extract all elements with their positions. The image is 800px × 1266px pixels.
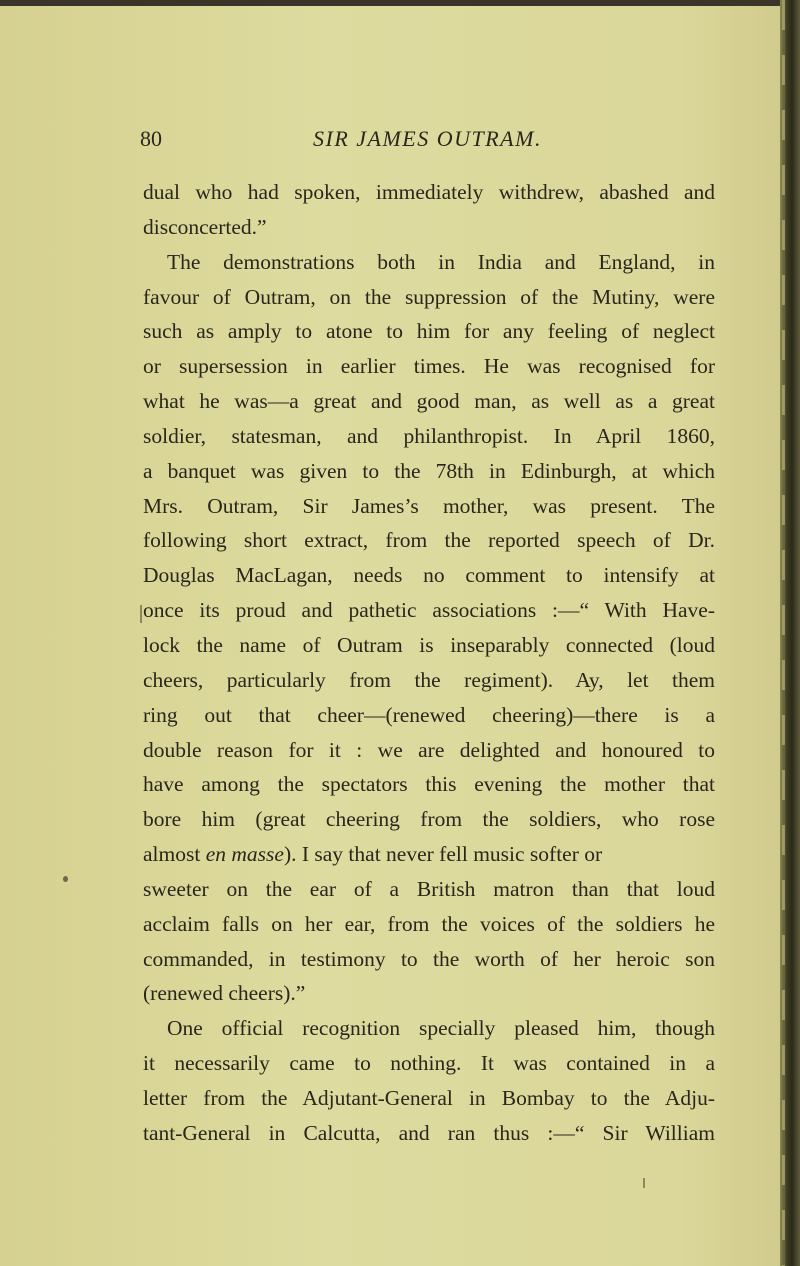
text-line: following short extract, from the reported speech of Dr.	[143, 528, 715, 553]
text-line: sweeter on the ear of a British matron than that loud	[143, 876, 715, 901]
running-header	[140, 126, 700, 156]
text-line: such as amply to atone to him for any feeling of neglect	[143, 319, 715, 344]
text-line: dual who had spoken, immediately withdrew, abashed and	[143, 180, 715, 204]
text-line: letter from the Adjutant-General in Bombay to the Adju-	[143, 1085, 715, 1110]
text-line: ring out that cheer—(renewed cheering)—there is a	[143, 702, 715, 727]
text-line: tant-General in Calcutta, and ran thus :—“ Sir William	[143, 1120, 715, 1145]
body-text	[143, 175, 715, 1151]
text-line: double reason for it : we are delighted and honoured to	[143, 737, 715, 762]
text-segment: ). I say that never fell music softer or	[283, 842, 603, 867]
text-line: Douglas MacLagan, needs no comment to intensify at	[143, 563, 715, 588]
text-line: a banquet was given to the 78th in Edinburgh, at which	[143, 458, 715, 483]
text-line: Mrs. Outram, Sir James’s mother, was present. The	[143, 493, 715, 518]
text-line: acclaim falls on her ear, from the voices of the soldiers he	[143, 911, 715, 936]
text-line: (renewed cheers).”	[143, 981, 306, 1006]
text-line: bore him (great cheering from the soldiers, who rose	[143, 807, 715, 832]
text-line: lock the name of Outram is inseparably connected (loud	[143, 632, 715, 657]
page-binding-edge	[780, 0, 800, 1266]
margin-mark	[140, 605, 142, 623]
italic-phrase: en masse	[205, 842, 284, 867]
text-line: One official recognition specially pleased him, though	[167, 1016, 715, 1041]
text-line: have among the spectators this evening the mother that	[143, 772, 715, 797]
text-line: favour of Outram, on the suppression of the Mutiny, were	[143, 284, 715, 309]
text-line	[143, 837, 715, 872]
text-line: The demonstrations both in India and England, in	[167, 249, 715, 274]
text-line: or supersession in earlier times. He was recognised for	[143, 354, 715, 379]
text-segment: almost	[143, 842, 201, 867]
text-line: it necessarily came to nothing. It was contained in a	[143, 1051, 715, 1076]
text-line: once its proud and pathetic associations :—“ With Have-	[143, 598, 715, 623]
text-line: commanded, in testimony to the worth of her heroic son	[143, 946, 715, 971]
text-line: soldier, statesman, and philanthropist. In April 1860,	[143, 423, 715, 448]
ink-smudge	[63, 876, 68, 882]
text-line: disconcerted.”	[143, 214, 267, 239]
top-edge-rule	[0, 0, 800, 6]
text-line: what he was—a great and good man, as well as a great	[143, 389, 715, 414]
text-line: cheers, particularly from the regiment). Ay, let them	[143, 667, 715, 692]
margin-mark	[643, 1178, 645, 1188]
page-number: 80	[140, 126, 162, 151]
running-title: SIR JAMES OUTRAM.	[313, 126, 542, 151]
